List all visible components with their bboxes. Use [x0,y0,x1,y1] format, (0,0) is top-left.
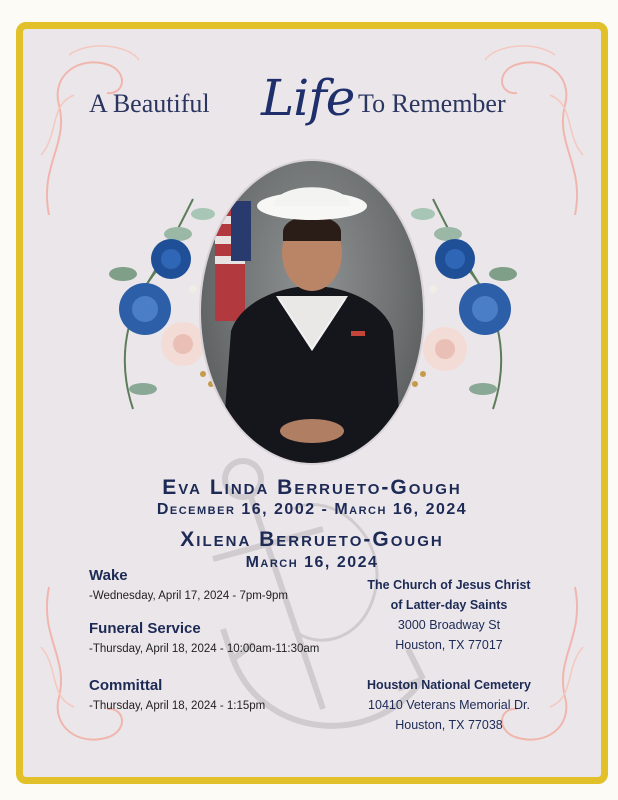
second-name: Xilena Berrueto-Gough [180,528,444,551]
event-committal [89,677,265,712]
bottom-left-swirl-ornament [29,577,139,767]
decedent-name: Eva Linda Berrueto-Gough [162,476,462,499]
headline [23,69,601,129]
event-title: Funeral Service [89,620,201,637]
event-funeral-service [89,620,319,655]
second-date: March 16, 2024 [245,554,379,571]
venue-name-line2: of Latter-day Saints [390,598,508,612]
event-title: Committal [89,677,163,694]
venue-church [343,575,555,655]
memorial-card [16,22,608,784]
headline-right-text: To Remember [358,89,506,118]
event-detail: -Wednesday, April 17, 2024 - 7pm-9pm [89,590,289,602]
venue-address-line2: Houston, TX 77038 [395,718,503,732]
venue-address-line2: Houston, TX 77017 [395,638,503,652]
venue-address-line1: 3000 Broadway St [397,618,501,632]
event-wake [89,567,288,602]
venue-name-line1: The Church of Jesus Christ [367,578,531,592]
venue-cemetery [343,675,555,735]
portrait-photo [201,161,423,463]
event-detail: -Thursday, April 18, 2024 - 10:00am-11:30am [89,643,320,655]
event-detail: -Thursday, April 18, 2024 - 1:15pm [89,700,266,712]
venue-address-line1: 10410 Veterans Memorial Dr. [368,698,530,712]
event-title: Wake [89,567,128,584]
headline-left-text: A Beautiful [89,89,210,118]
decedent-dates: December 16, 2002 - March 16, 2024 [156,501,468,518]
headline-script-text: Life [261,69,355,127]
venue-name-line1: Houston National Cemetery [367,678,531,692]
